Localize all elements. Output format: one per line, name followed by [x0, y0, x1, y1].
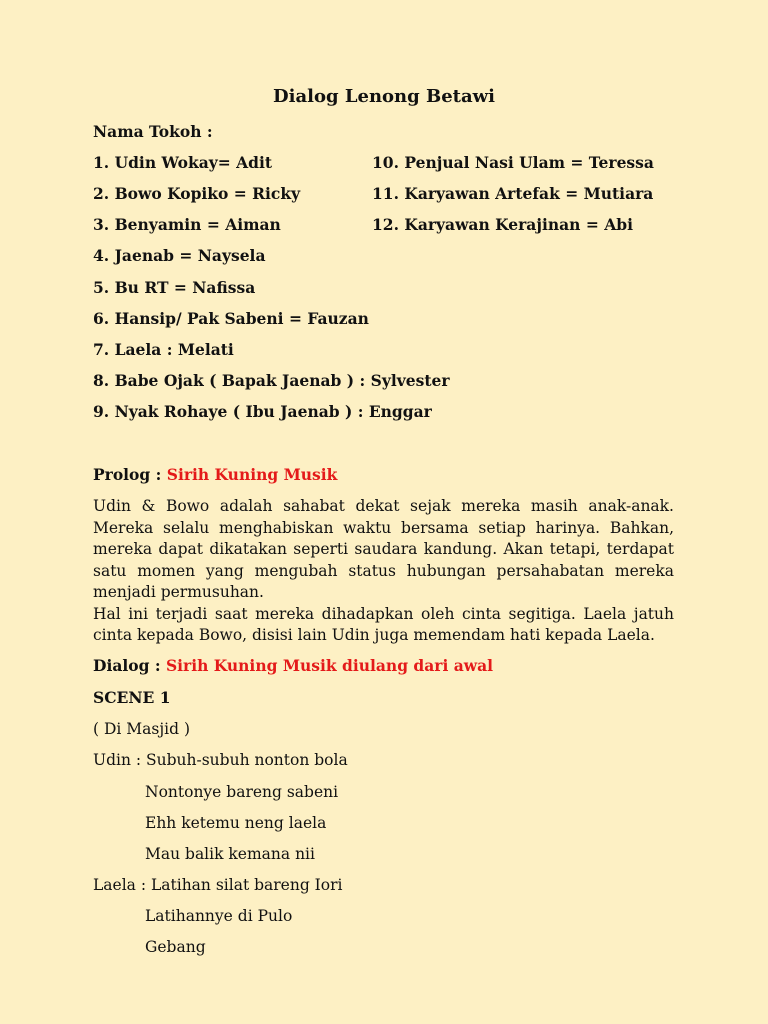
cast-item-1: 1. Udin Wokay= Adit [93, 153, 273, 172]
scene-setting: ( Di Masjid ) [93, 720, 191, 738]
dialog-line: Mau balik kemana nii [145, 845, 315, 863]
dialog-line: Laela : Latihan silat bareng Iori [93, 876, 343, 894]
cast-item-3: 3. Benyamin = Aiman [93, 215, 281, 234]
prolog-music: Sirih Kuning Musik [166, 465, 338, 484]
cast-item-7: 7. Laela : Melati [93, 340, 234, 359]
prolog-paragraph-1: Udin & Bowo adalah sahabat dekat sejak mereka masih anak-anak. Mereka selalu menghabiskan waktu bersama setiap harinya. Bahkan, mereka dapat dikatakan seperti saudara kandung. Akan tetapi, terdapat satu momen yang mengubah status hubungan persahabatan mereka menjadi permusuhan. [93, 497, 674, 601]
scene-title: SCENE 1 [93, 688, 171, 707]
cast-item-4: 4. Jaenab = Naysela [93, 246, 266, 265]
prolog-text [93, 496, 674, 647]
cast-item-6: 6. Hansip/ Pak Sabeni = Fauzan [93, 309, 369, 328]
cast-item-2: 2. Bowo Kopiko = Ricky [93, 184, 301, 203]
cast-item-10: 10. Penjual Nasi Ulam = Teressa [372, 153, 654, 172]
cast-heading: Nama Tokoh : [93, 122, 213, 141]
cast-item-12: 12. Karyawan Kerajinan = Abi [372, 215, 633, 234]
cast-item-5: 5. Bu RT = Nafissa [93, 278, 256, 297]
dialog-line: Nontonye bareng sabeni [145, 783, 339, 801]
cast-item-9: 9. Nyak Rohaye ( Ibu Jaenab ) : Enggar [93, 402, 432, 421]
cast-item-8: 8. Babe Ojak ( Bapak Jaenab ) : Sylvester [93, 371, 450, 390]
dialog-line: Gebang [145, 938, 206, 956]
dialog-line: Ehh ketemu neng laela [145, 814, 327, 832]
prolog-heading [93, 465, 337, 485]
dialog-music: Sirih Kuning Musik diulang dari awal [165, 656, 494, 675]
prolog-label: Prolog : [93, 465, 167, 484]
dialog-label: Dialog : [93, 656, 166, 675]
prolog-paragraph-2: Hal ini terjadi saat mereka dihadapkan oleh cinta segitiga. Laela jatuh cinta kepada Bowo, disisi lain Udin juga memendam hati kepada Laela. [93, 604, 674, 644]
cast-item-11: 11. Karyawan Artefak = Mutiara [372, 184, 654, 203]
document-title: Dialog Lenong Betawi [273, 86, 495, 107]
dialog-line: Udin : Subuh-subuh nonton bola [93, 751, 348, 769]
dialog-heading [93, 656, 493, 676]
dialog-line: Latihannye di Pulo [145, 907, 293, 925]
